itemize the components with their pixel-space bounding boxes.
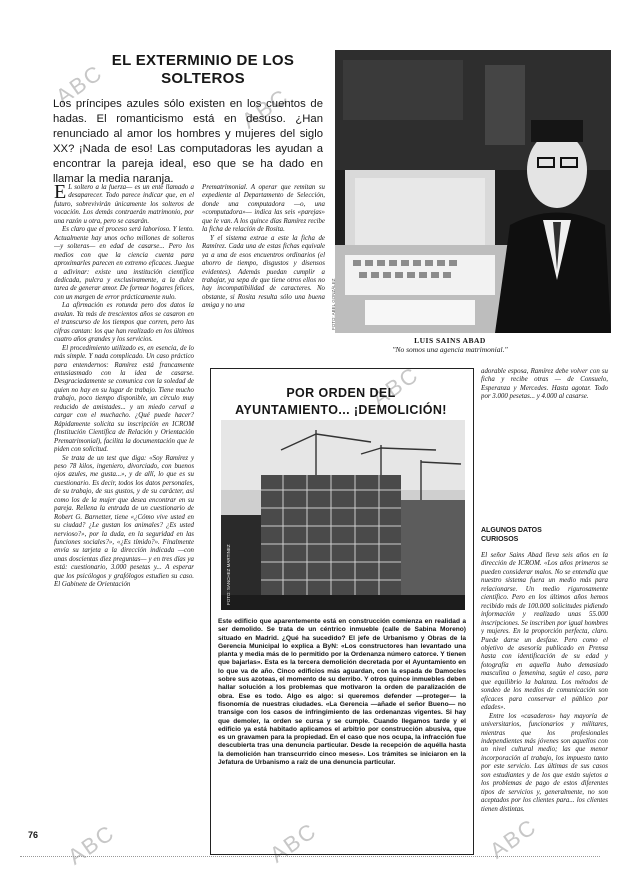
caption-quote: "No somos una agencia matrimonial." [392,345,508,354]
page-footer-rule [20,856,600,862]
photo-credit: FOTO: ABEL GONZÁLEZ [331,278,336,330]
watermark: ABC [367,361,424,412]
paragraph: La afirmación es rotunda pero dos datos la avalan. Ya más de trescientos años se casaron en el transcurso de los tiempos que corren, pero las cifras cantan: los que han realizado en los últimos cuatro años grandes y los servicios. [54,302,194,344]
sidebar-heading [481,527,542,544]
paragraph: El señor Sains Abad lleva seis años en la dirección de ICROM. «Los años primeros se pueden considerar malos. No se entendía que nuestro sistema fuera un medio más para relacionarse. Un medio rigurosamente científico. Pero en los últimos años hemos recibido más de 100.000 solicitudes pidiendo información y realizado unas 55.000 inscripciones. Se inscriben por igual hombres y mujeres. En la proporción perfecta, claro. Puede darse un desfase. Pero como el objetivo de asesoría publicado en Prensa hasta con identificación de su edad y fotografía en aquella hubo demasiado masculina o femenina, según el caso, para que equilibrio la balanza. Los métodos de sondeo de los medios de comunicación son eficaces para conservar el público por edades». [481,552,608,712]
watermark: ABC [237,83,294,134]
photo-caption [335,336,565,354]
paragraph: L soltero a la fuerza— es un ente llamado a desaparecer. Todo parece indicar que, en el futuro, sobrevivirán únicamente los solteros de vocación. Los demás contraerán matrimonio, por una razón u otra, pero se casarán. [54,184,194,225]
paragraph: Se trata de un test que diga: «Soy Ramírez y peso 78 kilos, ingeniero, divorciado, con buenos ojos azules, me gusta...», y de allí, lo que es su cuestionario. Es decir, todos los datos personales, de su trabajo, de sus gustos, y de su carácter, así como los de la mujer que desea encontrar en su pareja. Rellena la entrada de un cuestionario de Robert G. Barnetter, tiene «¿Cómo vive usted en su ciudad? ¿Le gustan los animales? ¿Es usted nervioso?», por la duda, en la seguridad en las funciones sociales?», «¿Es tímido?». Finalmente envía su tarjeta a la dirección indicada —con unas doscientas diez preguntas— y en tres días ya está: cuestionario, 3.000 pesetas y... A esperar que los psicólogos y grafólogos estudien su caso. El Gabinete de Orientación [54,454,194,589]
article-column-1 [54,184,194,824]
drop-cap: E [54,184,67,203]
paragraph: adorable esposa, Ramírez debe volver con su ficha y recibe otras — de Consuelo, Esperanza y Mercedes. Hasta agotar. Todo por 3.000 pesetas... y 4.000 al casarse. [481,368,608,401]
article-column-2 [202,184,325,360]
paragraph: Es claro que el proceso será laborioso. Y lento. Actualmente hay unos ocho millones de solteros —y solteras— en edad de casarse... Pero los medios con que la ciencia cuenta para aproximarles parecen en extremo eficaces. Juegue a adivinar: existe una institución científica dedicada, pulcra y exclusivamente, a la dulce tarea de generar amor. De formar hogares felices, con un margen de error prácticamente nulo. [54,226,194,301]
watermark: ABC [485,813,542,864]
sidebar-heading-line-2: CURIOSOS [481,535,519,543]
sidebar-heading-line-1: ALGUNOS DATOS [481,527,542,534]
page-number: 76 [28,830,39,840]
photo-director-at-computer [335,50,611,333]
photo-building-demolition [221,420,465,610]
watermark: ABC [63,819,120,870]
paragraph: Prematrimonial. A operar que remitan su expediente al Departamento de Selección, donde una computadora —o, una «computadora»— indica las seis «parejas» que le van. A los quince días Ramírez recibe la ficha de relación de Rosita. [202,184,325,234]
paragraph: Entre los «casaderos» hay mayoría de universitarios, funcionarios y militares, mientras que los profesionales independientes más jóvenes son aquellos con un nivel cultural medio; las que menor incorporación al trabajo, los impuesto tanto por este servicio. Las últimas de sus casos son estudiantes y de los que están sujetos a los problemas de pago de estos diferentes tipos de servicios y, generalmente, no son aceptados por los clientes para... los clientes tienen distintas. [481,712,608,813]
watermark: ABC [265,817,322,868]
photo-building-graphic [221,420,465,610]
caption-name: LUIS SAINS ABAD [414,336,486,345]
paragraph: El procedimiento utilizado es, en esencia, de lo más simple. Y nada complicado. Un caso práctico para entendernos: Ramírez está francamente entusiasmado con la idea de casarse. Desgraciadamente se comunica con la soledad de quien no hay en su lugar de trabajo. Tiene mucho trabajo, poco tiempo disponible, un círculo muy reducido de amistades... y un miedo cerval a cargar con el muchacho. ¿Qué puede hacer? Rápidamente solicita su inscripción en ICROM (Institución Científica de Relación y Orientación Prematrimonial), facilita la documentación que le piden con solicitud. [54,344,194,454]
box-body: Este edificio que aparentemente está en construcción comienza en realidad a ser demolido. Se trata de un céntrico inmueble (calle de Sabina Moreno) situado en Madrid. ¿Qué ha sucedido? El jefe de Urbanismo y Obras de la Gerencia Municipal lo explica a ByN: «Los constructores han levantado una planta y media más de lo permitido por la Ordenanza número catorce. Y tienen que bajarlas». Esta es la tercera demolición decretada por el Ayuntamiento en lo que va de año. Cinco edificios más aguardan, con la espada de Damocles sobre sus azoteas, el momento de su derribo. Y otros quince inmuebles deben hallar solución a los problemas que motivaron la orden de paralización de obra. Ese es todo. Algo es algo: si queremos defender —proteger— la fisonomía de nuestras ciudades. «La Gerencia —añade el señor Bueno— no transige con los casos de infringimiento de las ordenanzas vigentes. Si hay que demoler, la orden se cursa y se cumple. Cuando llegamos tarde y el edificio ya está habitado aplicamos el arbitrio por construcción abusiva, que es un gravamen para la propiedad. En el caso que nos ocupa, la infracción fue descubierta tras una denuncia particular. Desde la recepción de aquélla hasta la demolición han transcurrido cinco meses». Los trámites se iniciaron en la Jefatura de Urbanismo a raíz de una denuncia particular. [218,618,466,767]
article-column-4 [481,368,608,426]
box-title [214,385,468,419]
watermark: ABC [51,59,108,110]
box-title-line-1: POR ORDEN DEL [286,386,396,400]
lead-paragraph: Los príncipes azules sólo existen en los cuentos de hadas. El romanticismo está en desuso. ¿Han renunciado al amor los hombres y mujeres del siglo XX? ¡Nada de eso! Las computadoras les ayudan a encontrar la pareja ideal, eso que se ha dado en llamar la media naranja. [53,98,323,185]
box-title-line-2: AYUNTAMIENTO... ¡DEMOLICIÓN! [235,403,447,417]
headline: EL EXTERMINIO DE LOS SOLTEROS [111,52,295,87]
sidebar-body [481,552,608,852]
photo-director-graphic [335,50,611,333]
photo-credit: FOTO: SANCHEZ MARTINEZ [226,544,231,605]
paragraph: Y el sistema extrae a este la ficha de Ramírez. Cada una de estas fichas equivale ya a una de esos encuentros ordinarios (el ahorro de tiempo, disgustos y disensos evidentes). Además puedan cumplir a trabajar, ya sepa de que tiene otros ellos no hay incompatibilidad de caracteres. No obstante, si Rosita resulta sólo una buena amiga y no una [202,234,325,310]
